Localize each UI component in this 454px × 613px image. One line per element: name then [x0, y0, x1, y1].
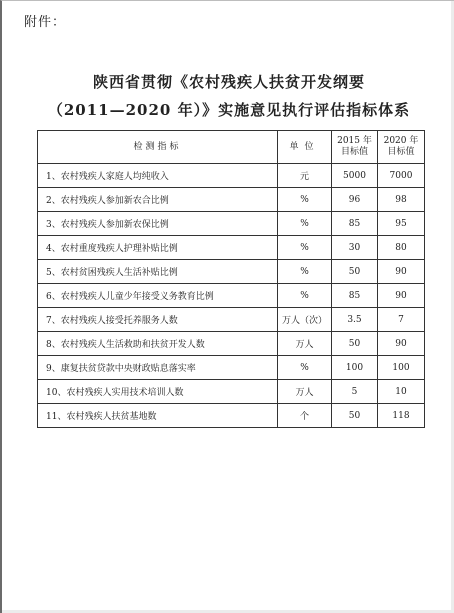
- table-row: [38, 308, 425, 332]
- row-target-2020: 80: [378, 236, 425, 260]
- row-target-2015: 5: [332, 380, 378, 404]
- row-indicator-name: 2、农村残疾人参加新农合比例: [38, 188, 278, 212]
- row-unit: %: [278, 212, 332, 236]
- row-unit: 元: [278, 164, 332, 188]
- row-unit: %: [278, 356, 332, 380]
- indicator-table: [37, 130, 425, 428]
- table-row: [38, 380, 425, 404]
- table-row: [38, 260, 425, 284]
- row-indicator-name: 5、农村贫困残疾人生活补贴比例: [38, 260, 278, 284]
- header-target-2020: [378, 131, 425, 164]
- row-indicator-name: 3、农村残疾人参加新农保比例: [38, 212, 278, 236]
- row-unit: 万人: [278, 332, 332, 356]
- row-target-2015: 100: [332, 356, 378, 380]
- row-target-2020: 118: [378, 404, 425, 428]
- row-indicator-name: 6、农村残疾人儿童少年接受义务教育比例: [38, 284, 278, 308]
- header-target-2015: [332, 131, 378, 164]
- table-row: [38, 404, 425, 428]
- row-target-2015: 50: [332, 260, 378, 284]
- row-target-2015: 3.5: [332, 308, 378, 332]
- row-unit: %: [278, 284, 332, 308]
- row-target-2020: 90: [378, 332, 425, 356]
- document-title-line1: 陕西省贯彻《农村残疾人扶贫开发纲要: [92, 73, 365, 91]
- table-row: [38, 236, 425, 260]
- header-unit: 单位: [278, 131, 332, 164]
- row-target-2015: 85: [332, 284, 378, 308]
- table-row: [38, 284, 425, 308]
- row-target-2020: 7000: [378, 164, 425, 188]
- row-target-2020: 98: [378, 188, 425, 212]
- row-target-2020: 7: [378, 308, 425, 332]
- row-unit: %: [278, 236, 332, 260]
- table-row: [38, 164, 425, 188]
- attachment-label: 附件：: [24, 15, 67, 30]
- document-title-line2: （2011—2020 年）》实施意见执行评估指标体系: [47, 101, 411, 119]
- row-target-2015: 5000: [332, 164, 378, 188]
- row-indicator-name: 4、农村重度残疾人护理补贴比例: [38, 236, 278, 260]
- row-target-2015: 96: [332, 188, 378, 212]
- row-unit: 个: [278, 404, 332, 428]
- row-target-2020: 10: [378, 380, 425, 404]
- table-row: [38, 332, 425, 356]
- table-row: [38, 212, 425, 236]
- header-indicator: 检测指标: [38, 131, 278, 164]
- row-unit: %: [278, 188, 332, 212]
- row-indicator-name: 7、农村残疾人接受托养服务人数: [38, 308, 278, 332]
- table-row: [38, 356, 425, 380]
- row-target-2020: 100: [378, 356, 425, 380]
- row-target-2015: 30: [332, 236, 378, 260]
- row-indicator-name: 9、康复扶贫贷款中央财政贴息落实率: [38, 356, 278, 380]
- table-row: [38, 188, 425, 212]
- row-target-2020: 90: [378, 284, 425, 308]
- row-indicator-name: 8、农村残疾人生活救助和扶贫开发人数: [38, 332, 278, 356]
- header-target-2020-label: 目标值: [387, 147, 415, 157]
- header-target-2015-label: 目标值: [340, 147, 368, 157]
- row-indicator-name: 1、农村残疾人家庭人均纯收入: [38, 164, 278, 188]
- row-unit: 万人: [278, 380, 332, 404]
- row-target-2015: 85: [332, 212, 378, 236]
- row-unit: %: [278, 260, 332, 284]
- row-target-2020: 90: [378, 260, 425, 284]
- header-target-2020-year: 2020 年: [383, 136, 419, 146]
- row-target-2015: 50: [332, 404, 378, 428]
- row-indicator-name: 10、农村残疾人实用技术培训人数: [38, 380, 278, 404]
- row-unit: 万人（次）: [278, 308, 332, 332]
- table-header-row: [38, 131, 425, 164]
- header-target-2015-year: 2015 年: [337, 136, 372, 146]
- row-target-2020: 95: [378, 212, 425, 236]
- row-indicator-name: 11、农村残疾人扶贫基地数: [38, 404, 278, 428]
- row-target-2015: 50: [332, 332, 378, 356]
